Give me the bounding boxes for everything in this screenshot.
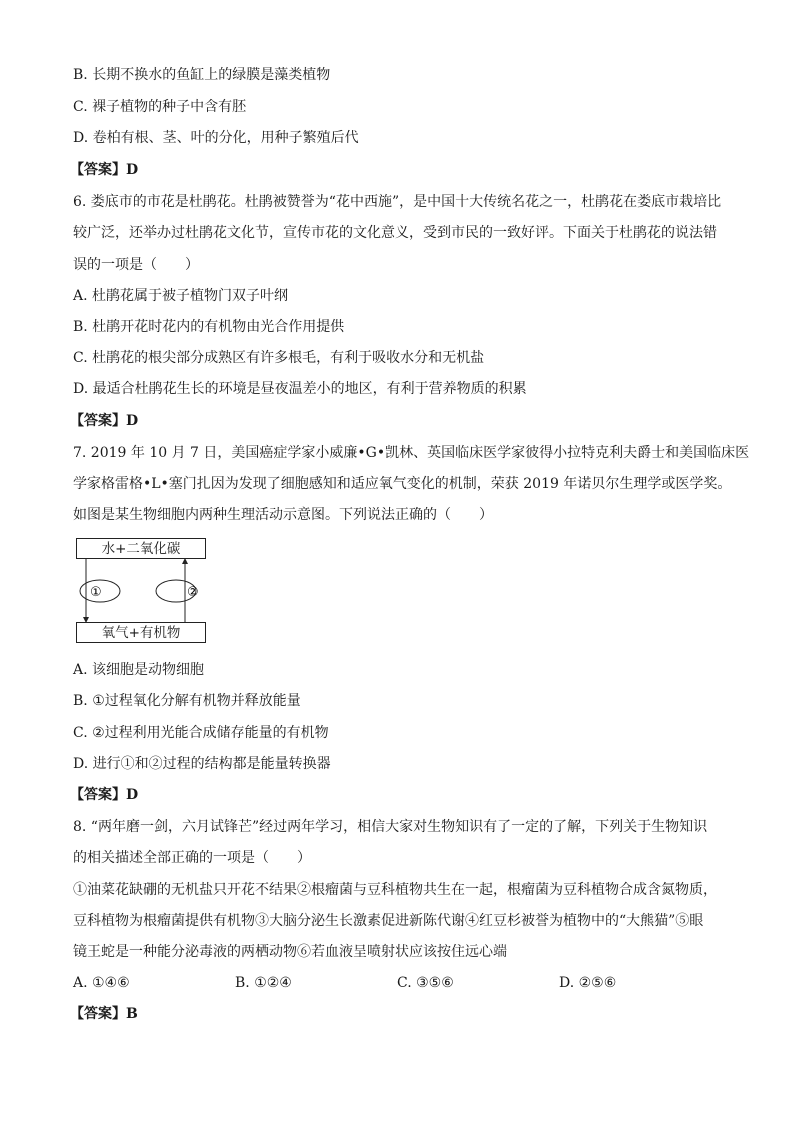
q7-option-b: B. ①过程氧化分解有机物并释放能量 (73, 693, 301, 709)
q7-stem-line-3: 如图是某生物细胞内两种生理活动示意图。下列说法正确的（ ） (73, 507, 493, 523)
q8-body-line-1: ①油菜花缺硼的无机盐只开花不结果②根瘤菌与豆科植物共生在一起，根瘤菌为豆科植物合成含氮物质， (73, 882, 717, 898)
q6-answer (70, 412, 720, 430)
q8-options (73, 974, 723, 992)
q6-option-d: D. 最适合杜鹃花生长的环境是昼夜温差小的地区，有利于营养物质的积累 (73, 381, 527, 397)
q6-option-b: B. 杜鹃开花时花内的有机物由光合作用提供 (73, 319, 345, 335)
q7-option-d: D. 进行①和②过程的结构都是能量转换器 (73, 756, 331, 772)
q6-stem-line-3: 误的一项是（ ） (73, 257, 199, 273)
q8-stem-line-2: 的相关描述全部正确的一项是（ ） (73, 850, 311, 866)
q7-option-c: C. ②过程利用光能合成储存能量的有机物 (73, 725, 329, 741)
q8-option-a: A. ①④⑥ (73, 975, 130, 991)
diagram-top-box: 水+二氧化碳 (76, 538, 206, 559)
answer-value: D (126, 162, 139, 178)
diagram-arrows (76, 538, 208, 648)
q5-option-c: C. 裸子植物的种子中含有胚 (73, 99, 247, 115)
q5-answer (70, 161, 720, 179)
q8-option-c: C. ③⑤⑥ (397, 975, 454, 991)
process-1-label: ① (90, 585, 102, 600)
process-2-label: ② (187, 585, 199, 600)
q8-option-d: D. ②⑤⑥ (559, 975, 617, 991)
q7-stem-line-1: 7. 2019 年 10 月 7 日，美国癌症学家小威廉•G•凯林、英国临床医学家彼得小拉特克利夫爵士和美国临床医 (73, 445, 750, 461)
q8-option-b: B. ①②④ (235, 975, 292, 991)
q8-body-line-3: 镜王蛇是一种能分泌毒液的两栖动物⑥若血液呈喷射状应该按住远心端 (73, 944, 507, 960)
q7-answer (70, 786, 720, 804)
q7-diagram (76, 538, 208, 648)
diagram-bottom-box: 氧气+有机物 (76, 622, 206, 643)
q6-option-a: A. 杜鹃花属于被子植物门双子叶纲 (73, 288, 289, 304)
q7-option-a: A. 该细胞是动物细胞 (73, 662, 205, 678)
answer-value: D (126, 413, 139, 429)
answer-tag: 【答案】 (70, 413, 126, 429)
answer-tag: 【答案】 (70, 787, 126, 803)
q5-option-d: D. 卷柏有根、茎、叶的分化，用种子繁殖后代 (73, 130, 359, 146)
q6-stem-line-2: 较广泛，还举办过杜鹃花文化节，宣传市花的文化意义，受到市民的一致好评。下面关于杜鹃花的说法错 (73, 225, 717, 241)
answer-tag: 【答案】 (70, 162, 126, 178)
q5-option-b: B. 长期不换水的鱼缸上的绿膜是藻类植物 (73, 67, 331, 83)
q8-body-line-2: 豆科植物为根瘤菌提供有机物③大脑分泌生长激素促进新陈代谢④红豆杉被誉为植物中的“大熊猫”⑤眼 (73, 913, 704, 929)
q6-option-c: C. 杜鹃花的根尖部分成熟区有许多根毛，有利于吸收水分和无机盐 (73, 350, 485, 366)
q8-stem-line-1: 8. “两年磨一剑，六月试锋芒”经过两年学习，相信大家对生物知识有了一定的了解，下列关于生物知识 (73, 819, 708, 835)
q7-stem-line-2: 学家格雷格•L•塞门扎因为发现了细胞感知和适应氧气变化的机制，荣获 2019 年诺贝尔生理学或医学奖。 (73, 476, 732, 492)
answer-value: B (126, 1006, 138, 1022)
q8-answer (70, 1005, 720, 1023)
q6-stem-line-1: 6. 娄底市的市花是杜鹃花。杜鹃被赞誉为“花中西施”，是中国十大传统名花之一，杜鹃花在娄底市栽培比 (73, 194, 722, 210)
answer-tag: 【答案】 (70, 1006, 126, 1022)
answer-value: D (126, 787, 139, 803)
